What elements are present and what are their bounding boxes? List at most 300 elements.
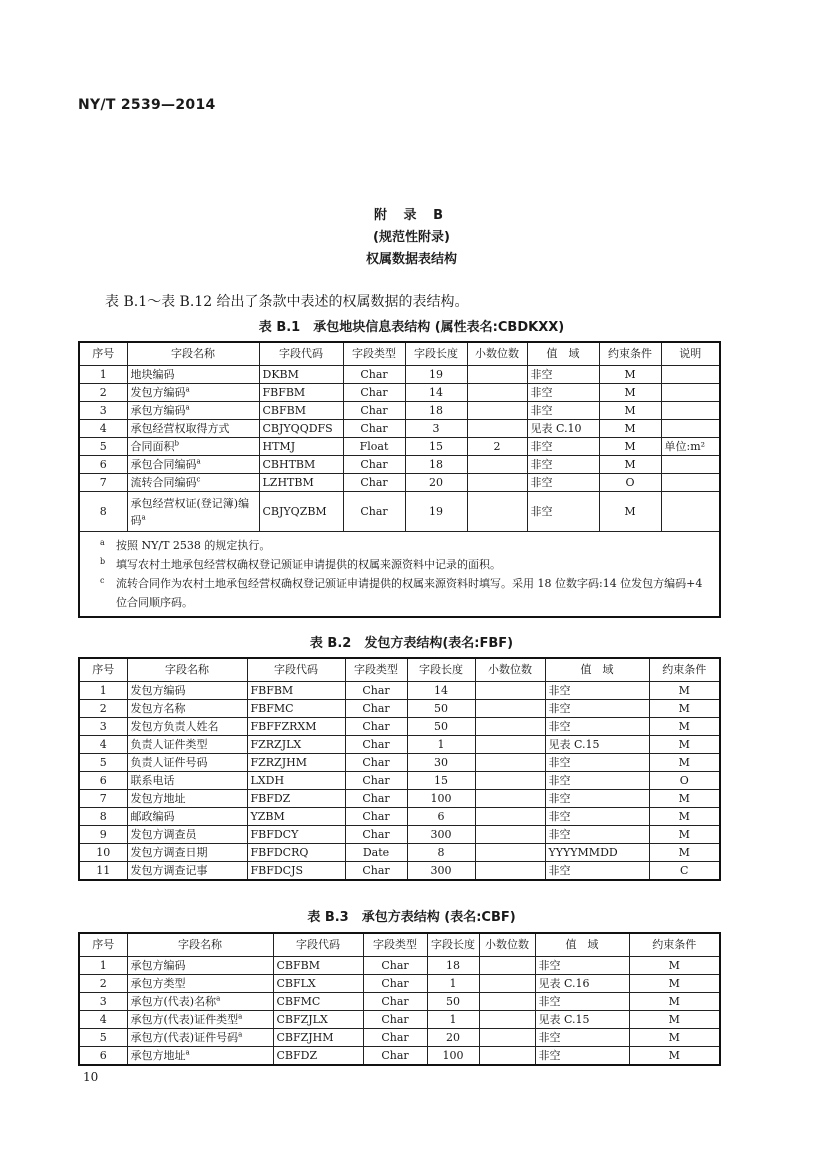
cell-field-length: 19 (405, 492, 467, 532)
cell-field-length: 300 (407, 826, 475, 844)
cell-domain: 非空 (535, 1047, 629, 1066)
cell-field-name (127, 682, 247, 700)
cell-constraint: M (629, 1011, 720, 1029)
cell-domain: 非空 (527, 402, 599, 420)
footnote-marker: c (196, 474, 201, 483)
cell-domain: 非空 (527, 492, 599, 532)
table-row (79, 718, 720, 736)
col-header: 字段名称 (127, 658, 247, 682)
table-b2-caption: 表 B.2 发包方表结构(表名:FBF) (309, 636, 514, 651)
table-row (79, 844, 720, 862)
cell-field-type: Char (345, 826, 407, 844)
cell-field-length: 8 (407, 844, 475, 862)
cell-constraint: M (649, 682, 720, 700)
cell-field-type: Char (363, 993, 427, 1011)
footnote-marker: b (100, 557, 106, 566)
field-name-text: 发包方调查记事 (130, 863, 208, 877)
cell-field-name (127, 975, 273, 993)
cell-index: 3 (79, 993, 127, 1011)
footnote-text: 流转合同作为农村土地承包经营权确权登记颁证申请提供的权属来源资料时填写。采用 18 位数字码:14 位发包方编码+4 位合同顺序码。 (116, 577, 703, 609)
cell-domain: YYYYMMDD (545, 844, 649, 862)
table-row (79, 736, 720, 754)
cell-domain: 见表 C.16 (535, 975, 629, 993)
footnote (100, 574, 713, 612)
cell-decimals (467, 474, 527, 492)
cell-remark (661, 474, 720, 492)
cell-remark (661, 456, 720, 474)
cell-field-type: Date (345, 844, 407, 862)
cell-constraint: M (599, 438, 661, 456)
cell-decimals (475, 808, 545, 826)
cell-field-length: 100 (427, 1047, 479, 1066)
cell-field-length: 6 (407, 808, 475, 826)
cell-decimals (475, 718, 545, 736)
cell-decimals (479, 975, 535, 993)
cell-domain: 非空 (545, 790, 649, 808)
cell-field-name (127, 420, 259, 438)
cell-decimals (475, 790, 545, 808)
table-row (79, 456, 720, 474)
col-header: 约束条件 (599, 342, 661, 366)
field-name-text: 承包经营权证(登记簿)编码 (130, 496, 250, 527)
cell-index: 7 (79, 790, 127, 808)
cell-field-type: Char (343, 402, 405, 420)
cell-constraint: M (599, 384, 661, 402)
cell-constraint: M (629, 975, 720, 993)
cell-index: 4 (79, 1011, 127, 1029)
cell-field-length: 1 (427, 1011, 479, 1029)
table-row (79, 366, 720, 384)
col-header: 小数位数 (475, 658, 545, 682)
cell-field-code: FBFDCRQ (247, 844, 345, 862)
field-name-text: 承包方(代表)名称 (130, 994, 217, 1008)
col-header: 字段代码 (273, 933, 363, 957)
cell-index: 3 (79, 402, 127, 420)
cell-constraint: C (649, 862, 720, 881)
col-header: 说明 (661, 342, 720, 366)
cell-domain: 非空 (545, 772, 649, 790)
col-header: 字段名称 (127, 342, 259, 366)
cell-constraint: M (649, 790, 720, 808)
field-name-text: 承包方编码 (130, 958, 186, 972)
cell-field-type: Char (345, 754, 407, 772)
cell-field-name (127, 1011, 273, 1029)
cell-domain: 非空 (527, 384, 599, 402)
field-name-text: 承包合同编码 (130, 457, 197, 471)
cell-decimals (475, 844, 545, 862)
cell-index: 4 (79, 736, 127, 754)
cell-field-type: Char (343, 384, 405, 402)
cell-decimals (467, 492, 527, 532)
cell-field-length: 20 (427, 1029, 479, 1047)
cell-field-length: 1 (427, 975, 479, 993)
cell-field-length: 14 (405, 384, 467, 402)
table-row (79, 1047, 720, 1066)
cell-domain: 非空 (545, 718, 649, 736)
footnote-marker: a (185, 402, 190, 411)
col-header: 字段长度 (407, 658, 475, 682)
col-header: 值 域 (527, 342, 599, 366)
cell-field-name (127, 1047, 273, 1066)
cell-index: 5 (79, 754, 127, 772)
cell-field-code: FBFDZ (247, 790, 345, 808)
cell-field-type: Char (363, 975, 427, 993)
cell-field-type: Char (343, 366, 405, 384)
cell-constraint: M (599, 366, 661, 384)
table-b2 (78, 657, 721, 881)
table-row (79, 438, 720, 456)
table-row (79, 420, 720, 438)
cell-constraint: M (649, 754, 720, 772)
cell-field-length: 15 (407, 772, 475, 790)
cell-field-name (127, 826, 247, 844)
cell-decimals (479, 1029, 535, 1047)
col-header: 字段长度 (405, 342, 467, 366)
cell-decimals (475, 862, 545, 881)
cell-field-code: CBFMC (273, 993, 363, 1011)
cell-field-length: 15 (405, 438, 467, 456)
cell-decimals (475, 754, 545, 772)
field-name-text: 发包方编码 (130, 385, 186, 399)
cell-field-code: DKBM (259, 366, 343, 384)
cell-field-code: FZRZJHM (247, 754, 345, 772)
cell-constraint: M (649, 826, 720, 844)
field-name-text: 承包方(代表)证件号码 (130, 1030, 239, 1044)
table-notes-row (79, 532, 720, 618)
cell-index: 5 (79, 438, 127, 456)
cell-field-code: CBJYQQDFS (259, 420, 343, 438)
footnote-marker: a (185, 384, 190, 393)
table-b1 (78, 341, 721, 618)
cell-remark (661, 420, 720, 438)
footnote-marker: b (174, 438, 179, 447)
col-header: 字段代码 (259, 342, 343, 366)
cell-field-code: CBHTBM (259, 456, 343, 474)
cell-index: 2 (79, 700, 127, 718)
cell-field-name (127, 844, 247, 862)
cell-decimals (467, 420, 527, 438)
cell-constraint: M (629, 993, 720, 1011)
cell-decimals: 2 (467, 438, 527, 456)
cell-remark (661, 402, 720, 420)
field-name-text: 负责人证件类型 (130, 737, 208, 751)
cell-field-name (127, 736, 247, 754)
cell-index: 8 (79, 492, 127, 532)
table-row (79, 474, 720, 492)
col-header: 字段类型 (345, 658, 407, 682)
cell-constraint: M (649, 844, 720, 862)
cell-domain: 非空 (527, 438, 599, 456)
cell-field-length: 18 (405, 456, 467, 474)
cell-decimals (475, 826, 545, 844)
field-name-text: 负责人证件号码 (130, 755, 208, 769)
cell-field-name (127, 402, 259, 420)
cell-decimals (479, 993, 535, 1011)
cell-domain: 见表 C.15 (545, 736, 649, 754)
cell-field-length: 50 (407, 700, 475, 718)
cell-index: 9 (79, 826, 127, 844)
appendix-title: 附 录 B (374, 208, 449, 223)
table-row (79, 402, 720, 420)
footnote (100, 555, 713, 574)
cell-field-length: 100 (407, 790, 475, 808)
cell-field-type: Char (345, 700, 407, 718)
cell-domain: 非空 (527, 366, 599, 384)
cell-field-type: Char (343, 492, 405, 532)
standard-code: NY/T 2539—2014 (78, 97, 216, 113)
cell-field-length: 50 (427, 993, 479, 1011)
cell-constraint: M (599, 402, 661, 420)
cell-field-code: FBFBM (247, 682, 345, 700)
field-name-text: 发包方负责人姓名 (130, 719, 219, 733)
field-name-text: 联系电话 (130, 773, 175, 787)
cell-field-code: HTMJ (259, 438, 343, 456)
cell-constraint: M (629, 957, 720, 975)
field-name-text: 发包方名称 (130, 701, 186, 715)
table-header-row (79, 933, 720, 957)
table-row (79, 754, 720, 772)
col-header: 小数位数 (467, 342, 527, 366)
footnote-marker: a (238, 1011, 243, 1020)
cell-field-type: Char (343, 456, 405, 474)
cell-field-type: Char (345, 736, 407, 754)
cell-field-code: CBFBM (273, 957, 363, 975)
cell-field-length: 30 (407, 754, 475, 772)
col-header: 字段长度 (427, 933, 479, 957)
field-name-text: 流转合同编码 (130, 475, 197, 489)
table-row (79, 1029, 720, 1047)
col-header: 字段代码 (247, 658, 345, 682)
field-name-text: 承包方类型 (130, 976, 186, 990)
footnote-marker: a (185, 1047, 190, 1056)
field-name-text: 合同面积 (130, 439, 175, 453)
cell-field-length: 1 (407, 736, 475, 754)
cell-field-type: Char (345, 790, 407, 808)
cell-constraint: M (599, 456, 661, 474)
cell-field-length: 50 (407, 718, 475, 736)
cell-domain: 非空 (545, 682, 649, 700)
cell-field-name (127, 862, 247, 881)
cell-index: 6 (79, 1047, 127, 1066)
cell-field-code: CBFZJHM (273, 1029, 363, 1047)
cell-constraint: M (629, 1029, 720, 1047)
field-name-text: 发包方调查日期 (130, 845, 208, 859)
cell-field-name (127, 718, 247, 736)
cell-field-code: FBFDCY (247, 826, 345, 844)
col-header: 序号 (79, 933, 127, 957)
footnote-marker: c (100, 576, 105, 585)
cell-field-name (127, 772, 247, 790)
cell-field-code: CBFDZ (273, 1047, 363, 1066)
cell-domain: 见表 C.15 (535, 1011, 629, 1029)
cell-field-code: FBFBM (259, 384, 343, 402)
intro-paragraph: 表 B.1～表 B.12 给出了条款中表述的权属数据的表结构。 (105, 294, 469, 310)
footnote-marker: a (141, 512, 146, 521)
cell-field-name (127, 1029, 273, 1047)
appendix-type: (规范性附录) (373, 230, 450, 245)
cell-field-code: LXDH (247, 772, 345, 790)
cell-field-type: Char (345, 682, 407, 700)
cell-field-length: 18 (405, 402, 467, 420)
table-header-row (79, 342, 720, 366)
col-header: 小数位数 (479, 933, 535, 957)
col-header: 序号 (79, 342, 127, 366)
cell-index: 4 (79, 420, 127, 438)
cell-field-length: 18 (427, 957, 479, 975)
cell-field-code: CBJYQZBM (259, 492, 343, 532)
col-header: 约束条件 (649, 658, 720, 682)
cell-field-code: CBFBM (259, 402, 343, 420)
appendix-subtitle: 权属数据表结构 (365, 252, 457, 267)
cell-index: 2 (79, 975, 127, 993)
table-b3-caption: 表 B.3 承包方表结构 (表名:CBF) (307, 910, 516, 925)
cell-field-code: FZRZJLX (247, 736, 345, 754)
page-number: 10 (83, 1070, 99, 1084)
table-b3 (78, 932, 721, 1066)
cell-index: 7 (79, 474, 127, 492)
cell-constraint: O (649, 772, 720, 790)
cell-remark: 单位:m² (661, 438, 720, 456)
cell-decimals (479, 1047, 535, 1066)
cell-index: 10 (79, 844, 127, 862)
cell-constraint: M (649, 718, 720, 736)
cell-domain: 非空 (545, 700, 649, 718)
cell-field-type: Char (363, 1029, 427, 1047)
cell-index: 5 (79, 1029, 127, 1047)
cell-field-code: LZHTBM (259, 474, 343, 492)
footnote (100, 536, 713, 555)
field-name-text: 地块编码 (130, 367, 175, 381)
footnote-marker: a (238, 1029, 243, 1038)
table-row (79, 975, 720, 993)
cell-field-name (127, 754, 247, 772)
cell-decimals (479, 957, 535, 975)
cell-field-type: Char (363, 1011, 427, 1029)
cell-field-code: FBFFZRXM (247, 718, 345, 736)
cell-decimals (475, 772, 545, 790)
field-name-text: 承包经营权取得方式 (130, 421, 230, 435)
cell-field-name (127, 384, 259, 402)
footnote-text: 按照 NY/T 2538 的规定执行。 (116, 539, 271, 552)
cell-index: 1 (79, 957, 127, 975)
col-header: 约束条件 (629, 933, 720, 957)
cell-domain: 非空 (545, 808, 649, 826)
table-row (79, 993, 720, 1011)
table-row (79, 957, 720, 975)
cell-index: 1 (79, 682, 127, 700)
cell-decimals (475, 682, 545, 700)
cell-field-code: FBFMC (247, 700, 345, 718)
cell-index: 6 (79, 772, 127, 790)
cell-domain: 非空 (527, 456, 599, 474)
field-name-text: 发包方地址 (130, 791, 186, 805)
cell-domain: 见表 C.10 (527, 420, 599, 438)
cell-field-type: Char (343, 420, 405, 438)
cell-constraint: M (599, 492, 661, 532)
col-header: 字段名称 (127, 933, 273, 957)
table-row (79, 492, 720, 532)
cell-field-name (127, 700, 247, 718)
table-row (79, 700, 720, 718)
cell-domain: 非空 (535, 957, 629, 975)
cell-field-name (127, 366, 259, 384)
table-row (79, 862, 720, 881)
cell-remark (661, 366, 720, 384)
footnote-marker: a (216, 993, 221, 1002)
table-notes (79, 532, 720, 618)
cell-field-length: 3 (405, 420, 467, 438)
cell-index: 3 (79, 718, 127, 736)
col-header: 序号 (79, 658, 127, 682)
col-header: 字段类型 (363, 933, 427, 957)
col-header: 值 域 (535, 933, 629, 957)
cell-field-length: 300 (407, 862, 475, 881)
cell-index: 2 (79, 384, 127, 402)
field-name-text: 承包方地址 (130, 1048, 186, 1062)
cell-index: 11 (79, 862, 127, 881)
cell-field-name (127, 456, 259, 474)
cell-decimals (467, 384, 527, 402)
table-row (79, 682, 720, 700)
cell-field-name (127, 474, 259, 492)
cell-field-length: 19 (405, 366, 467, 384)
cell-domain: 非空 (545, 826, 649, 844)
cell-field-code: YZBM (247, 808, 345, 826)
cell-field-code: CBFZJLX (273, 1011, 363, 1029)
footnote-marker: a (100, 538, 105, 547)
cell-decimals (467, 402, 527, 420)
cell-field-name (127, 808, 247, 826)
cell-constraint: M (599, 420, 661, 438)
cell-index: 1 (79, 366, 127, 384)
cell-field-length: 20 (405, 474, 467, 492)
col-header: 值 域 (545, 658, 649, 682)
table-row (79, 1011, 720, 1029)
cell-field-length: 14 (407, 682, 475, 700)
cell-field-type: Char (345, 862, 407, 881)
cell-field-name (127, 993, 273, 1011)
footnote-marker: a (196, 456, 201, 465)
cell-field-type: Float (343, 438, 405, 456)
cell-field-type: Char (363, 957, 427, 975)
cell-domain: 非空 (535, 1029, 629, 1047)
cell-field-name (127, 492, 259, 532)
cell-domain: 非空 (527, 474, 599, 492)
cell-field-name (127, 790, 247, 808)
field-name-text: 承包方(代表)证件类型 (130, 1012, 239, 1026)
table-header-row (79, 658, 720, 682)
cell-constraint: O (599, 474, 661, 492)
table-row (79, 826, 720, 844)
cell-decimals (475, 736, 545, 754)
field-name-text: 发包方编码 (130, 683, 186, 697)
table-row (79, 772, 720, 790)
cell-index: 8 (79, 808, 127, 826)
table-row (79, 790, 720, 808)
cell-field-type: Char (363, 1047, 427, 1066)
cell-constraint: M (649, 700, 720, 718)
cell-domain: 非空 (545, 862, 649, 881)
cell-remark (661, 384, 720, 402)
table-b1-caption: 表 B.1 承包地块信息表结构 (属性表名:CBDKXX) (258, 320, 565, 335)
cell-field-type: Char (345, 718, 407, 736)
cell-field-code: CBFLX (273, 975, 363, 993)
cell-remark (661, 492, 720, 532)
cell-field-name (127, 957, 273, 975)
cell-decimals (467, 456, 527, 474)
cell-domain: 非空 (545, 754, 649, 772)
cell-index: 6 (79, 456, 127, 474)
